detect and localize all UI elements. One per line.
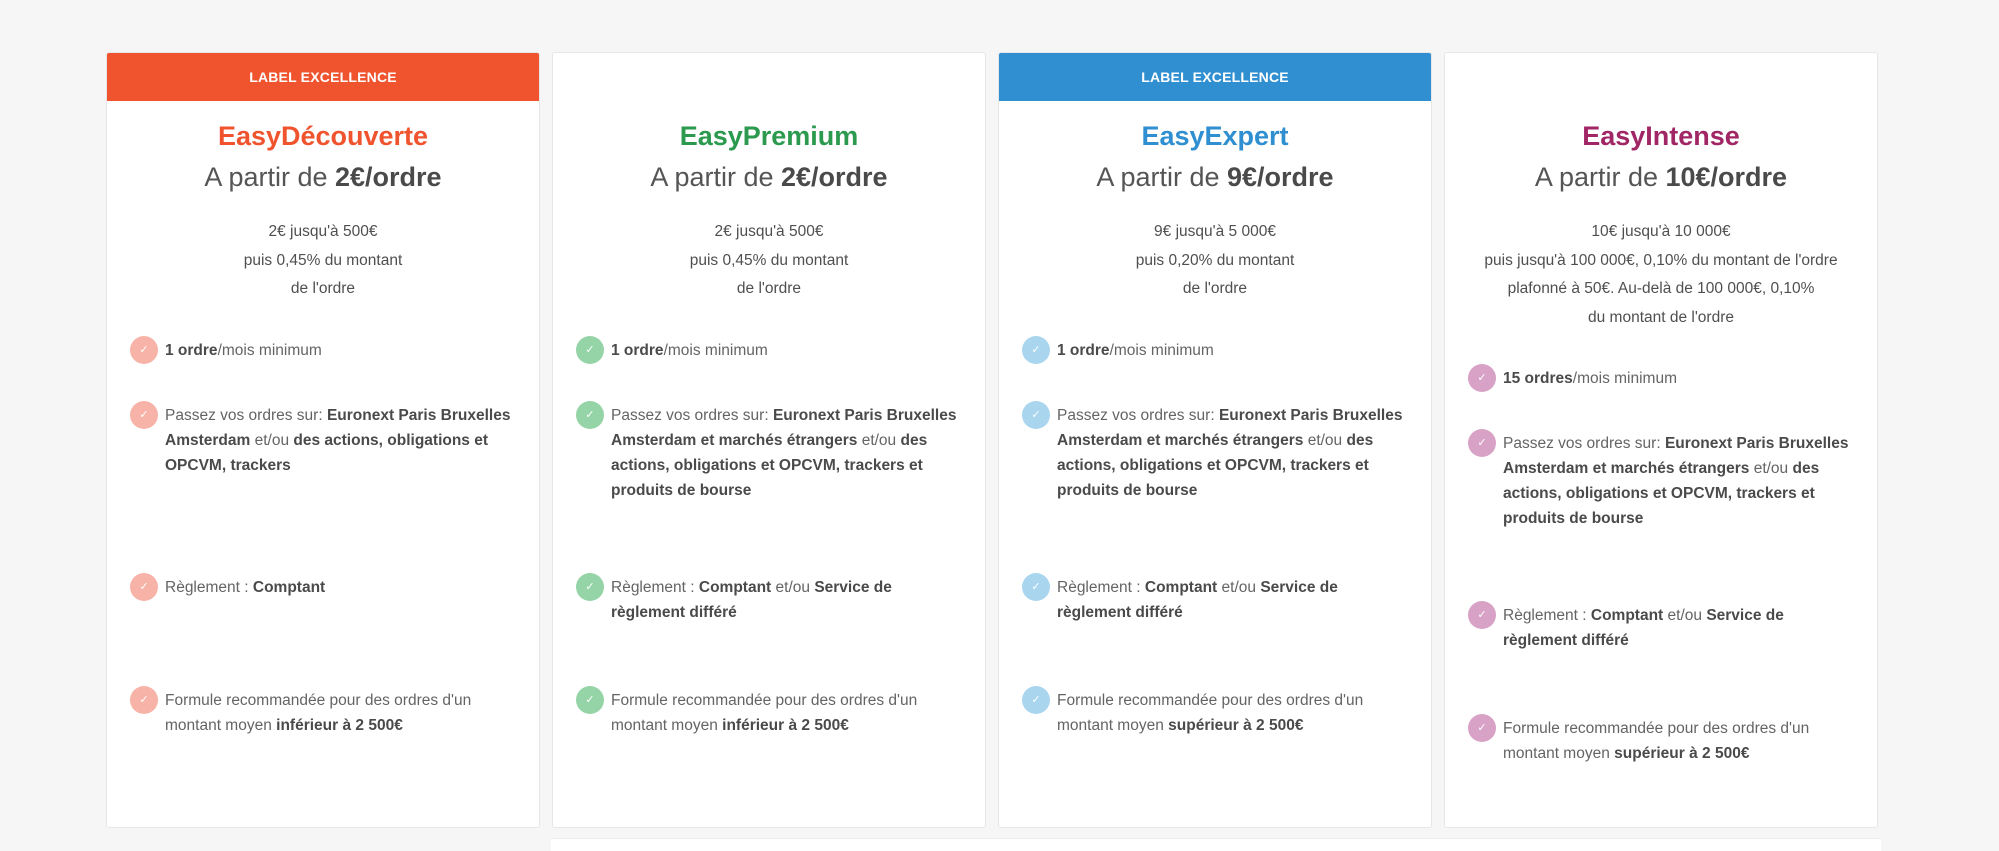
pricing-line: de l'ordre bbox=[736, 280, 802, 297]
price-value: 2€/ordre bbox=[335, 162, 442, 192]
label-excellence-banner: LABEL EXCELLENCE bbox=[107, 53, 539, 101]
feature-recommendation bbox=[1022, 688, 1403, 738]
feature-text: Passez vos ordres sur: Euronext Paris Bruxelles Amsterdam et marchés étrangers et/ou des actions, obligations et OPCVM, trackers et produits de bourse bbox=[1057, 407, 1403, 499]
feature-recommendation bbox=[130, 688, 511, 738]
feature-markets bbox=[130, 403, 511, 478]
check-icon: ✓ bbox=[1022, 573, 1050, 601]
check-icon: ✓ bbox=[1022, 686, 1050, 714]
next-section-edge bbox=[551, 838, 1881, 851]
price-prefix: A partir de bbox=[1096, 162, 1227, 192]
plan-price bbox=[1445, 161, 1877, 194]
check-icon: ✓ bbox=[1022, 401, 1050, 429]
plan-pricing-details bbox=[553, 218, 985, 304]
feature-text: Formule recommandée pour des ordres d'un montant moyen inférieur à 2 500€ bbox=[165, 692, 472, 734]
pricing-line: 10€ jusqu'à 10 000€ bbox=[1591, 223, 1731, 240]
pricing-line: de l'ordre bbox=[1182, 280, 1248, 297]
feature-text: Formule recommandée pour des ordres d'un montant moyen inférieur à 2 500€ bbox=[611, 692, 918, 734]
price-prefix: A partir de bbox=[204, 162, 335, 192]
pricing-line: puis jusqu'à 100 000€, 0,10% du montant de l'ordre bbox=[1484, 251, 1838, 269]
check-icon: ✓ bbox=[576, 401, 604, 429]
feature-markets bbox=[1022, 403, 1403, 503]
feature-text: 1 ordre/mois minimum bbox=[165, 342, 322, 359]
banner-spacer bbox=[1445, 53, 1877, 101]
price-value: 9€/ordre bbox=[1227, 162, 1334, 192]
feature-markets bbox=[576, 403, 957, 503]
feature-recommendation bbox=[576, 688, 957, 738]
check-icon: ✓ bbox=[130, 686, 158, 714]
plan-card-easyintense bbox=[1444, 52, 1878, 828]
check-icon: ✓ bbox=[1468, 429, 1496, 457]
check-icon: ✓ bbox=[1468, 364, 1496, 392]
plan-card-easyexpert bbox=[998, 52, 1432, 828]
feature-text: Formule recommandée pour des ordres d'un montant moyen supérieur à 2 500€ bbox=[1057, 692, 1364, 734]
feature-settlement bbox=[130, 575, 511, 601]
feature-text: Passez vos ordres sur: Euronext Paris Bruxelles Amsterdam et/ou des actions, obligations et OPCVM, trackers bbox=[165, 407, 511, 474]
feature-min-orders bbox=[130, 338, 511, 364]
price-prefix: A partir de bbox=[1534, 162, 1666, 192]
plan-title: EasyExpert bbox=[1141, 121, 1289, 151]
pricing-line: puis 0,20% du montant bbox=[1135, 251, 1295, 269]
feature-text: Règlement : Comptant et/ou Service de règlement différé bbox=[1057, 579, 1338, 621]
pricing-line: du montant de l'ordre bbox=[1588, 308, 1734, 326]
banner-spacer bbox=[553, 53, 985, 101]
check-icon: ✓ bbox=[1468, 601, 1496, 629]
pricing-line: 2€ jusqu'à 500€ bbox=[714, 223, 824, 240]
feature-min-orders bbox=[1022, 338, 1403, 364]
feature-markets bbox=[1468, 431, 1849, 531]
plan-pricing-details bbox=[107, 218, 539, 304]
plan-pricing-details bbox=[999, 218, 1431, 304]
feature-text: 1 ordre/mois minimum bbox=[611, 342, 768, 359]
plan-card-easydecouverte bbox=[106, 52, 540, 828]
check-icon: ✓ bbox=[576, 686, 604, 714]
check-icon: ✓ bbox=[1022, 336, 1050, 364]
feature-text: 1 ordre/mois minimum bbox=[1057, 342, 1214, 359]
pricing-line: puis 0,45% du montant bbox=[243, 251, 403, 269]
check-icon: ✓ bbox=[130, 573, 158, 601]
pricing-line: 9€ jusqu'à 5 000€ bbox=[1154, 223, 1276, 240]
plan-price bbox=[999, 161, 1431, 194]
feature-text: Règlement : Comptant et/ou Service de règlement différé bbox=[1503, 607, 1784, 649]
feature-settlement bbox=[1468, 603, 1849, 653]
pricing-line: puis 0,45% du montant bbox=[689, 251, 849, 269]
feature-text: Règlement : Comptant bbox=[165, 579, 326, 596]
feature-settlement bbox=[576, 575, 957, 625]
plan-title: EasyDécouverte bbox=[217, 121, 429, 151]
pricing-line: plafonné à 50€. Au-delà de 100 000€, 0,10% bbox=[1507, 280, 1815, 297]
pricing-line: 2€ jusqu'à 500€ bbox=[268, 223, 378, 240]
price-value: 10€/ordre bbox=[1665, 162, 1788, 192]
plan-pricing-details bbox=[1445, 218, 1877, 332]
feature-text: Passez vos ordres sur: Euronext Paris Bruxelles Amsterdam et marchés étrangers et/ou des actions, obligations et OPCVM, trackers et produits de bourse bbox=[1503, 435, 1849, 527]
plan-price bbox=[553, 161, 985, 194]
check-icon: ✓ bbox=[576, 573, 604, 601]
plan-title: EasyIntense bbox=[1582, 121, 1740, 151]
check-icon: ✓ bbox=[130, 336, 158, 364]
feature-min-orders bbox=[1468, 366, 1849, 392]
feature-text: Passez vos ordres sur: Euronext Paris Bruxelles Amsterdam et marchés étrangers et/ou des actions, obligations et OPCVM, trackers et produits de bourse bbox=[611, 407, 957, 499]
price-value: 2€/ordre bbox=[781, 162, 888, 192]
plan-title: EasyPremium bbox=[679, 121, 859, 151]
feature-min-orders bbox=[576, 338, 957, 364]
check-icon: ✓ bbox=[1468, 714, 1496, 742]
price-prefix: A partir de bbox=[650, 162, 781, 192]
feature-recommendation bbox=[1468, 716, 1849, 766]
feature-text: 15 ordres/mois minimum bbox=[1503, 370, 1677, 387]
check-icon: ✓ bbox=[130, 401, 158, 429]
plan-card-easypremium bbox=[552, 52, 986, 828]
feature-settlement bbox=[1022, 575, 1403, 625]
label-excellence-banner: LABEL EXCELLENCE bbox=[999, 53, 1431, 101]
plan-price bbox=[107, 161, 539, 194]
feature-text: Règlement : Comptant et/ou Service de règlement différé bbox=[611, 579, 892, 621]
pricing-cards bbox=[106, 52, 1878, 828]
pricing-line: de l'ordre bbox=[290, 280, 356, 297]
check-icon: ✓ bbox=[576, 336, 604, 364]
feature-text: Formule recommandée pour des ordres d'un montant moyen supérieur à 2 500€ bbox=[1503, 720, 1810, 762]
